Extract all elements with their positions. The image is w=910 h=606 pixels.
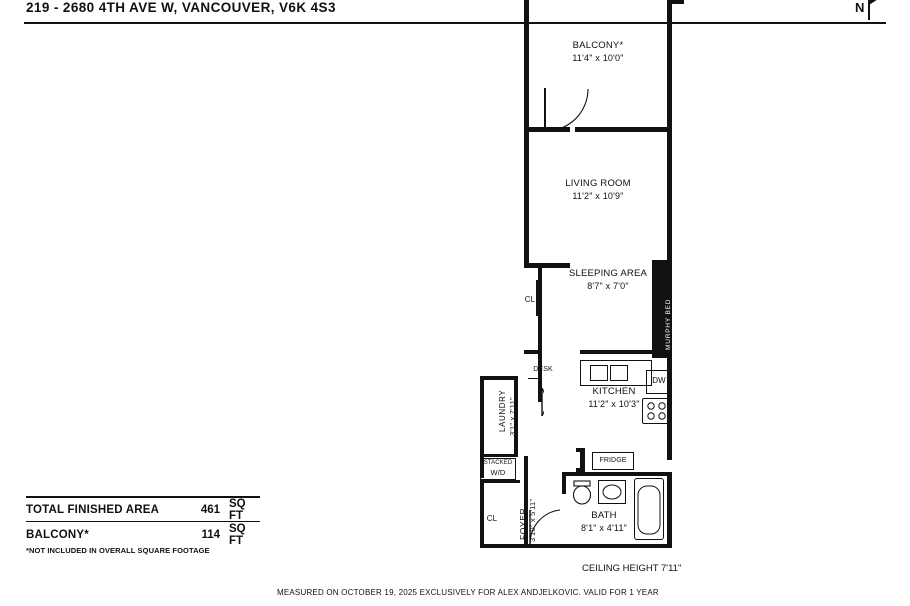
room-dims-balcony: 11'4" x 10'0" bbox=[572, 53, 624, 63]
room-name-bath: BATH bbox=[591, 510, 617, 521]
kitchen-sink-basin-right bbox=[610, 365, 628, 381]
legend-row-balcony bbox=[26, 522, 260, 547]
washer-dryer-label: W/D bbox=[490, 468, 506, 477]
balcony-door-swing-icon bbox=[544, 87, 590, 133]
north-arrow bbox=[845, 0, 893, 26]
title-divider bbox=[24, 22, 886, 24]
wall-living-left bbox=[524, 132, 529, 268]
room-name-balcony: BALCONY* bbox=[572, 40, 624, 51]
wall-closet-2-top bbox=[480, 480, 520, 483]
desk-label: DESK bbox=[533, 366, 553, 373]
room-label-sleeping bbox=[556, 268, 660, 292]
washer-dryer-stacked-label: STACKED bbox=[483, 460, 513, 466]
wall-closet-right bbox=[538, 268, 542, 353]
dishwasher-label: DW bbox=[652, 376, 666, 385]
wall-laundry-top bbox=[480, 376, 518, 380]
wall-balcony-right-lower bbox=[667, 4, 672, 132]
balcony-area-label: BALCONY* bbox=[26, 528, 89, 541]
legend-row-total bbox=[26, 497, 260, 522]
total-area-label: TOTAL FINISHED AREA bbox=[26, 503, 160, 516]
wall-bath-bottom bbox=[562, 544, 672, 548]
wall-kitchen-top bbox=[580, 350, 672, 354]
wall-kitchen-bath-link bbox=[576, 468, 581, 476]
legend-footnote: *NOT INCLUDED IN OVERALL SQUARE FOOTAGE bbox=[26, 546, 210, 555]
desk-surface bbox=[528, 378, 540, 379]
closet-2-label: CL bbox=[486, 514, 498, 523]
room-label-balcony bbox=[548, 40, 648, 64]
north-arrow-label: N bbox=[855, 0, 865, 15]
laundry-dims: 3'1" x 7'11" bbox=[508, 397, 517, 436]
bath-sink-icon bbox=[598, 480, 626, 504]
foyer-label: FOYER bbox=[518, 507, 528, 540]
floor-plan-drawing bbox=[470, 0, 700, 560]
wall-balcony-top-right-notch bbox=[672, 0, 684, 4]
room-label-living bbox=[548, 178, 648, 202]
wall-hall-right-segment bbox=[524, 456, 528, 480]
total-area-unit: SQ FT bbox=[229, 497, 246, 522]
wall-balcony-left bbox=[524, 0, 529, 132]
wall-kitchen-left-lower bbox=[576, 448, 580, 452]
fridge-label: FRIDGE bbox=[599, 457, 627, 464]
room-dims-bath: 8'1" x 4'11" bbox=[580, 523, 628, 533]
room-name-sleeping: SLEEPING AREA bbox=[568, 268, 648, 279]
measurement-disclaimer: MEASURED ON OCTOBER 19, 2025 EXCLUSIVELY FOR ALEX ANDJELKOVIC. VALID FOR 1 YEAR bbox=[277, 588, 659, 597]
room-label-bath bbox=[568, 510, 640, 534]
total-area-value: 461 bbox=[200, 503, 220, 516]
foyer-dims: 3'10" x 5'11" bbox=[528, 498, 537, 542]
room-dims-living: 11'2" x 10'9" bbox=[572, 191, 624, 201]
murphy-bed-label: MURPHY BED bbox=[665, 298, 672, 350]
wall-bath-left bbox=[562, 472, 566, 494]
room-dims-sleeping: 8'7" x 7'0" bbox=[587, 281, 629, 291]
kitchen-sink-basin-left bbox=[590, 365, 608, 381]
room-label-kitchen bbox=[566, 386, 662, 410]
laundry-label: LAUNDRY bbox=[498, 389, 507, 432]
north-arrow-flag bbox=[869, 0, 889, 5]
ceiling-height-note: CEILING HEIGHT 7'11" bbox=[582, 563, 682, 574]
room-dims-kitchen: 11'2" x 10'3" bbox=[588, 399, 640, 409]
wall-bath-right bbox=[667, 472, 672, 548]
balcony-area-unit: SQ FT bbox=[229, 522, 246, 547]
closet-1-door bbox=[536, 280, 538, 316]
wall-laundry-bottom bbox=[480, 454, 518, 457]
hall-door-swing-icon bbox=[514, 388, 544, 418]
page-title: 219 - 2680 4TH AVE W, VANCOUVER, V6K 4S3 bbox=[26, 0, 336, 15]
room-name-kitchen: KITCHEN bbox=[592, 386, 636, 397]
room-name-living: LIVING ROOM bbox=[565, 178, 631, 189]
wall-hall-left-upper bbox=[480, 376, 484, 380]
closet-1-label: CL bbox=[524, 295, 536, 304]
toilet-fixture-icon bbox=[570, 480, 594, 506]
balcony-area-value: 114 bbox=[201, 528, 220, 541]
wall-living-right bbox=[667, 132, 672, 260]
